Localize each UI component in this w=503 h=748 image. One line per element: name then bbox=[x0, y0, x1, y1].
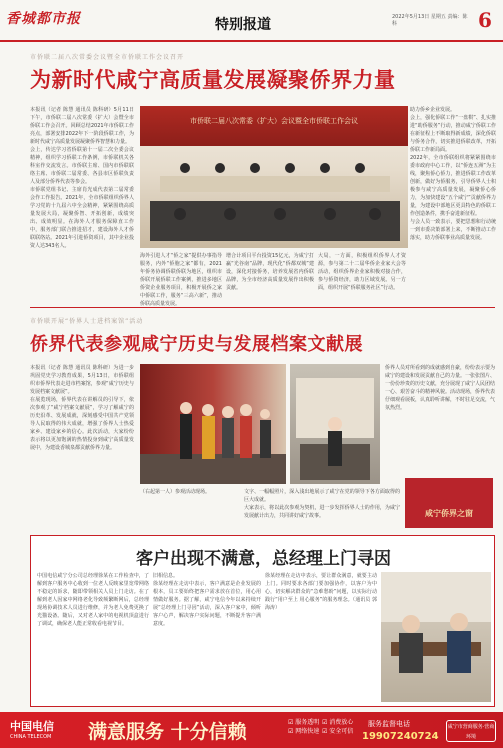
date-line: 2022年5月13日 星期五 责编：陈科 bbox=[392, 14, 468, 27]
china-telecom-ad bbox=[0, 712, 503, 748]
article1-col1: 本报讯（记者 陈慧 通讯员 陈科研）5月11日下午，市侨联二届八次常委（扩大）会暨全市侨联工作会召开。回顾总结2021年市侨联工作亮点，部署安排2022年下一阶段侨联工作，为新时代咸宁高质量发展凝聚侨界智慧和力量。 会上，传达学习省侨联第十一届二次全委会议精神，组织学习侨联工作条例，市侨联机关各科室作交流发言。市侨联主席、国内市侨联联络主席、市侨联二届常委、各县市区侨联负责人及部分侨界代表等参会。 市侨联党组书记、主席肖光成代表第二届常委会作工作报告。2021年，全市侨联组织侨界人学习党的十九届六中全会精神，紧紧围绕高质量发展大局，凝聚侨智、开拓创新，成绩突出、成效明显。在海外人才服务保障直工作中，服务部门联合推进招才，建设海外人才侨联联络站。2021年引进侨资项目，其中企业投资人达343名人。 bbox=[30, 107, 134, 249]
article1-col5: 助力侨乡企业发展。 会上，强化侨联工作“一盘棋”、扎实推进“助侨服务”行动，推动咸宁侨联工作在新征程上不断取得新成绩，深化侨联与侨务合作，切实推进侨联改革，开拓侨联工作新局面。 2022年，全市侨联组织将紧紧围绕市委市政府中心工作，以“侨连五洲”为主线，聚焦侨心侨力，推进侨联工作改革创新，做好为侨服务，引导侨界人士积极参与咸宁高质量发展，凝聚侨心侨力，为加快建设“五个咸宁”贡献侨界力量，为建设中部地区更具特色的侨联工作创造条件，携手奋进新征程。 与会人员一致表示，要把思想和行动统一到市委决策部署上来，不断推动工作落实，助力侨联事业高质量发展。 bbox=[410, 107, 496, 241]
ad-items bbox=[288, 718, 358, 736]
article1-kicker: 市侨联二届八次常委会议暨全市侨联工作会议召开 bbox=[30, 54, 185, 61]
meeting-banner-text: 市侨联二届八次常委（扩大）会议暨全市侨联工作会议 bbox=[190, 117, 358, 125]
article3-headline: 客户出现不满意，总经理上门寻因 bbox=[136, 549, 391, 569]
article2-kicker: 市侨联开展“侨界人士进档案馆”活动 bbox=[30, 318, 144, 325]
article3-box bbox=[30, 535, 495, 707]
ad-slogan: 满意服务 十分信赖 bbox=[88, 721, 247, 743]
article3-col2: 旧相信息。 徐某经理在走访中表示，客户满意是企业发展的根本，员工要始终把客户需求放在首位，用心用情做好服务。据了解，咸宁电信今年以来持续开展“总经理上门寻因”活动，深入客户家中，倾听客户心声，解决客户实际问题，不断提升客户满意度。 bbox=[153, 573, 261, 627]
article2-headline: 侨界代表参观咸宁历史与发展档案文献展 bbox=[30, 334, 363, 355]
article3-visit-photo bbox=[381, 572, 491, 702]
article1-headline: 为新时代咸宁高质量发展凝聚侨界力量 bbox=[30, 67, 396, 92]
newspaper-logo: 香城都市报 bbox=[6, 11, 81, 27]
hotline-number: 19907240724 bbox=[362, 731, 439, 742]
section-title: 特别报道 bbox=[215, 17, 271, 33]
telecom-logo: 中国电信 bbox=[10, 720, 54, 733]
divider-rule bbox=[30, 307, 495, 308]
article2-col1: 本报讯（记者 陈慧 通讯员 陈科研）为进一步巩固党史学习教育成果，5月13日，市侨联组织市侨界代表走进市档案馆，参观“咸宁历史与发展档案文献展”。 在展览现场，侨界代表在讲解员的引导下，依次参观了“咸宁档案文献展”，学习了解咸宁的历史沿革、发展成就，深刻感受中国共产党领导人民取得的伟大成就，增强了侨界人士热爱家乡、建设家乡的信心。此次活动，大家纷纷表示将以更加饱满的热情投身到咸宁高质量发展中，为建设香城泉都贡献侨界力量。 bbox=[30, 365, 134, 451]
ad-item: ☑ 消费放心 bbox=[322, 719, 354, 726]
article3-col3: 徐某经理在走访中表示，要让群众满意，就要主动上门。同时要求各部门要加强协作，以客户为中心，切实解决群众的“急难愁盼”问题，以实际行动践行“用户至上 用心服务”的服务理念。（通讯员 郭海涛） bbox=[265, 573, 377, 611]
article2-photo-caption: （右起第一人）参观活动现场。 bbox=[140, 489, 211, 495]
article1-col2: 增合计项目平台投资15亿元，为咸宁打赢“光谷南”品牌，现代化“侨都双城”建设，深化对接侨务，培养发展省内侨联品牌，为全市经济高质量发展作出积极贡献。 bbox=[226, 253, 314, 291]
article1-meeting-photo bbox=[140, 106, 408, 248]
article2-wall-photo bbox=[290, 364, 380, 484]
article1-col3: 海外引进人才“侨之家”提供办事指导服务，内外“侨胞之家”都有，2021年侨务协调侨联侨联为地区，组织市侨联开展侨联工作案例，推进多地区侨资企业服务项目，积极开展侨之家中侨联工作，服务“三高六新”，推动侨联高质量发展。 bbox=[140, 253, 222, 307]
hotline-label: 服务监督电话 bbox=[368, 720, 410, 728]
ad-item: ☑ 网络快速 bbox=[288, 728, 320, 735]
article3-col1: 中国电信咸宁分公司总经理徐某在工作检查中，了解到客户服务中心收到一位老人反映家里宽带网络不稳定的诉求，随即带领相关人员上门走访。在了解到老人因家中网络老化导致频繁断网后，总经理现场协调技术人员进行维修，并为老人免费更换了光猫设备。随后，又对老人家中的电视机顶盒进行了调试，确保老人能正常收看电视节目。 bbox=[37, 573, 149, 627]
page-number: 6 bbox=[478, 8, 492, 32]
article2-booklet-cover bbox=[405, 478, 493, 528]
article2-col3: 侨界人员对所看到的成就感到自豪，纷纷表示要为咸宁的建设和发展贡献自己的力量。一张张图片、一份份珍贵的历史文献，充分展现了咸宁人民团结一心、艰苦奋斗的精神风貌。活动现场，侨界代表仔细观看展板，认真聆听讲解，不时驻足交流，气氛热烈。 bbox=[385, 365, 496, 411]
masthead bbox=[0, 0, 503, 42]
article2-col2: 文字、一幅幅照片，深入浅出地展示了咸宁在党的领导下各方面取得的巨大成就。 大家表示，将以此次参观为契机，进一步发挥侨界人士的作用，为咸宁发展献计出力，共同讲好咸宁故事。 bbox=[244, 489, 400, 519]
article2-exhibition-photo bbox=[140, 364, 286, 484]
ad-item: ☑ 安全可信 bbox=[322, 728, 354, 735]
booklet-title: 咸宁侨界之窗 bbox=[425, 509, 473, 518]
article1-col4: 大局，一方面，积极组织侨界人才资源，参与第二十二届华侨企业家大会等活动，组织侨界企业家积极对接合作，参与侨资经济，助力区域发展。另一方面，组织开展“侨联服务社区”行动。 bbox=[318, 253, 406, 291]
ad-item: ☑ 服务透明 bbox=[288, 719, 320, 726]
telecom-logo-en: CHINA TELECOM bbox=[10, 734, 52, 740]
business-badge: 咸宁市营商服务·营商环境 bbox=[446, 720, 496, 742]
